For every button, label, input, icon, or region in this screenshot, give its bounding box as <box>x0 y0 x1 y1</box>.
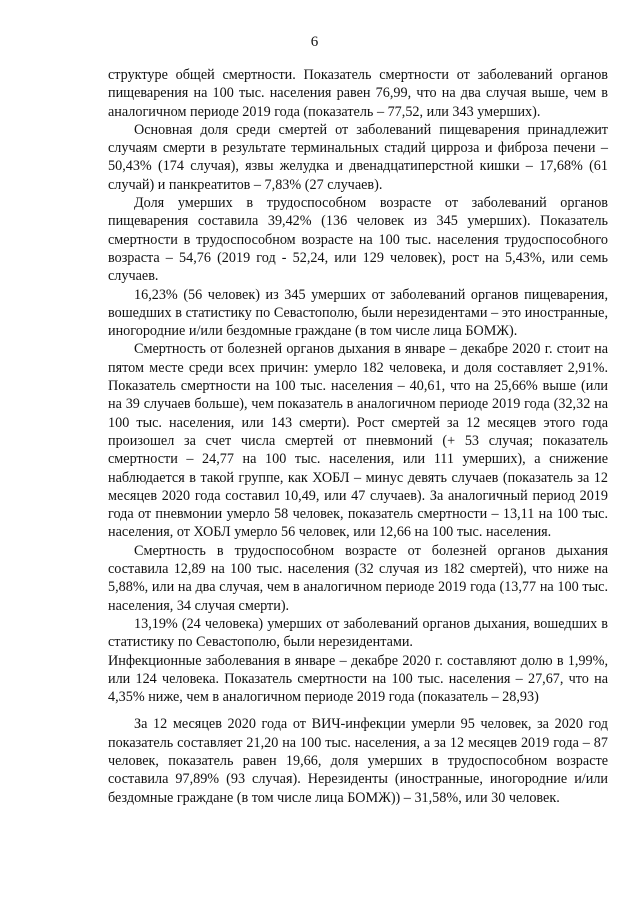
paragraph-digestive-nonresidents: 16,23% (56 человек) из 345 умерших от заболеваний органов пищеварения, вошедших в статистику по Севастополю, были нерезидентами – это иностранные, иногородние и/или бездомные граждане (в том числе лица БОМЖ). <box>108 286 608 340</box>
paragraph-respiratory-nonresidents: 13,19% (24 человека) умерших от заболеваний органов дыхания, вошедших в статистику по Севастополю, были нерезидентами. <box>108 615 608 651</box>
document-body <box>108 66 608 807</box>
paragraph-digestive-working-age: Доля умерших в трудоспособном возрасте от заболеваний органов пищеварения составила 39,42% (136 человек из 345 умерших). Показатель смертности в трудоспособном возрасте на 100 тыс. населения трудоспособного возраста – 54,76 (2019 год - 52,24, или 129 человек), рост на 5,43%, или семь случаев. <box>108 195 608 285</box>
paragraph-hiv: За 12 месяцев 2020 года от ВИЧ-инфекции умерли 95 человек, за 2020 год показатель составляет 21,20 на 100 тыс. населения, а за 12 месяцев 2019 года – 87 человек, показатель равен 19,66, доля умерших в трудоспособном возрасте составила 97,89% (93 случая). Нерезиденты (иностранные, иногородние и/или бездомные граждане (в том числе лица БОМЖ)) – 31,58%, или 30 человек. <box>108 716 608 806</box>
paragraph-infectious-diseases: Инфекционные заболевания в январе – декабре 2020 г. составляют долю в 1,99%, или 124 человека. Показатель смертности на 100 тыс. населения – 27,67, что на 4,35% ниже, чем в аналогичном периоде 2019 года (показатель – 28,93) <box>108 652 608 706</box>
paragraph-digestive-mortality: структуре общей смертности. Показатель смертности от заболеваний органов пищеварения на 100 тыс. населения равен 76,99, что на два случая выше, чем в аналогичном периоде 2019 года (показатель – 77,52, или 343 умерших). <box>108 67 608 120</box>
paragraph-digestive-causes: Основная доля среди смертей от заболеваний пищеварения принадлежит случаям смерти в результате терминальных стадий цирроза и фиброза печени – 50,43% (174 случая), язвы желудка и двенадцатиперстной кишки – 17,68% (61 случай) и панкреатитов – 7,83% (27 случаев). <box>108 121 608 193</box>
paragraph-respiratory-working-age: Смертность в трудоспособном возрасте от болезней органов дыхания составила 12,89 на 100 тыс. населения (32 случая из 182 смертей), что ниже на 5,88%, или на два случая, чем в аналогичном периоде 2019 года (13,77 на 100 тыс. населения, 34 случая смерти). <box>108 542 608 614</box>
page-number: 6 <box>310 34 319 50</box>
paragraph-respiratory-mortality: Смертность от болезней органов дыхания в январе – декабре 2020 г. стоит на пятом месте среди всех причин: умерло 182 человека, и доля составляет 2,91%. Показатель смертности на 100 тыс. населения – 40,61, что на 25,66% выше (или на 39 случаев больше), чем показатель в аналогичном периоде 2019 года (32,32 на 100 тыс. населения, или 143 смерти). Рост смертей за 12 месяцев этого года произошел за счет числа смертей от пневмоний (+ 53 случая; показатель смертности – 24,77 на 100 тыс. населения, или 111 умерших), а снижение наблюдается в такой группе, как ХОБЛ – минус девять случаев (показатель за 12 месяцев 2020 года составил 10,49, или 47 случаев). За аналогичный период 2019 года от пневмонии умерло 58 человек, показатель смертности – 13,11 на 100 тыс. населения, от ХОБЛ умерло 56 человек, или 12,66 на 100 тыс. населения. <box>108 341 608 541</box>
